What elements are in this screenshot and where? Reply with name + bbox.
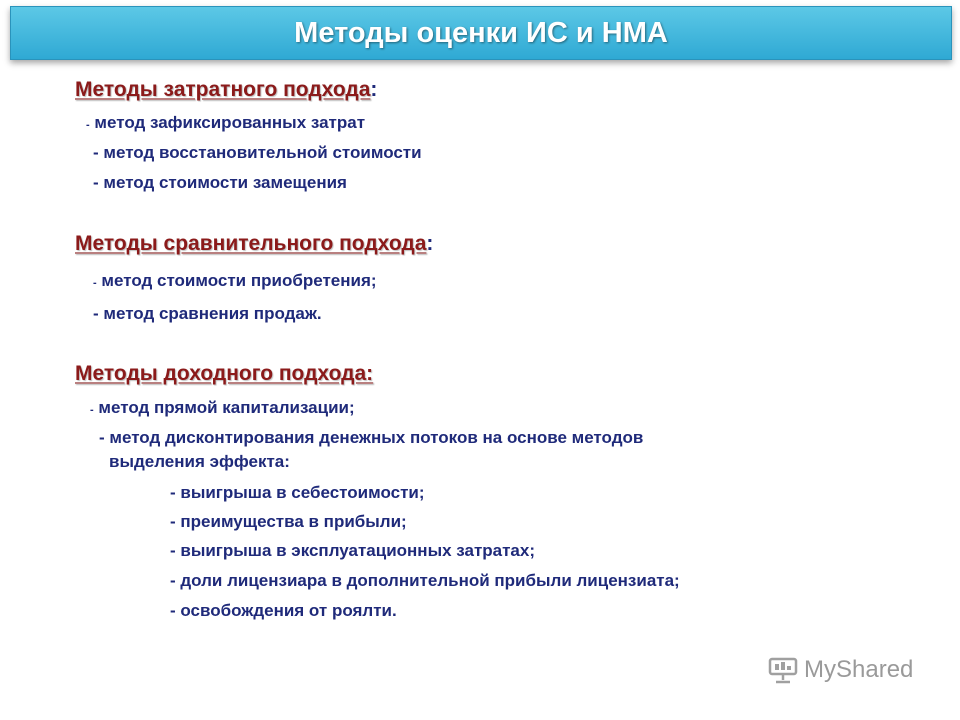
list-item: - метод стоимости замещения — [93, 173, 347, 192]
presentation-icon — [768, 656, 798, 684]
heading-text: Методы доходного подхода: — [75, 362, 374, 385]
title-bar — [10, 6, 952, 60]
item-text: метод прямой капитализации; — [98, 398, 355, 417]
heading-text: Методы сравнительного подхода — [75, 232, 427, 255]
watermark — [768, 656, 913, 684]
page-title: Методы оценки ИС и НМА — [294, 16, 668, 49]
sub-list-item: - выигрыша в себестоимости; — [170, 483, 425, 502]
section-heading-comparative — [75, 232, 433, 256]
section-heading-income — [75, 362, 373, 386]
sub-list-item: - освобождения от роялти. — [170, 601, 397, 620]
item-text: метод зафиксированных затрат — [94, 113, 366, 132]
section-heading-cost — [75, 78, 377, 102]
small-dash: - — [86, 119, 90, 131]
heading-colon: : — [370, 78, 378, 101]
list-item: - метод дисконтирования денежных потоков на основе методов — [99, 428, 644, 447]
sub-list-item: - доли лицензиара в дополнительной прибыли лицензиата; — [170, 571, 680, 590]
small-dash: - — [90, 404, 94, 416]
heading-text: Методы затратного подхода — [75, 78, 371, 101]
list-item: - метод восстановительной стоимости — [93, 143, 422, 162]
small-dash: - — [93, 277, 97, 289]
list-item-continuation: выделения эффекта: — [109, 452, 290, 471]
list-item — [86, 111, 365, 137]
list-item — [93, 269, 377, 295]
list-item: - метод сравнения продаж. — [93, 304, 322, 323]
sub-list-item: - преимущества в прибыли; — [170, 512, 407, 531]
sub-list-item: - выигрыша в эксплуатационных затратах; — [170, 541, 536, 560]
list-item — [90, 396, 355, 422]
item-text: метод стоимости приобретения; — [101, 271, 377, 290]
heading-colon: : — [426, 232, 434, 255]
watermark-text: MyShared — [804, 656, 914, 683]
